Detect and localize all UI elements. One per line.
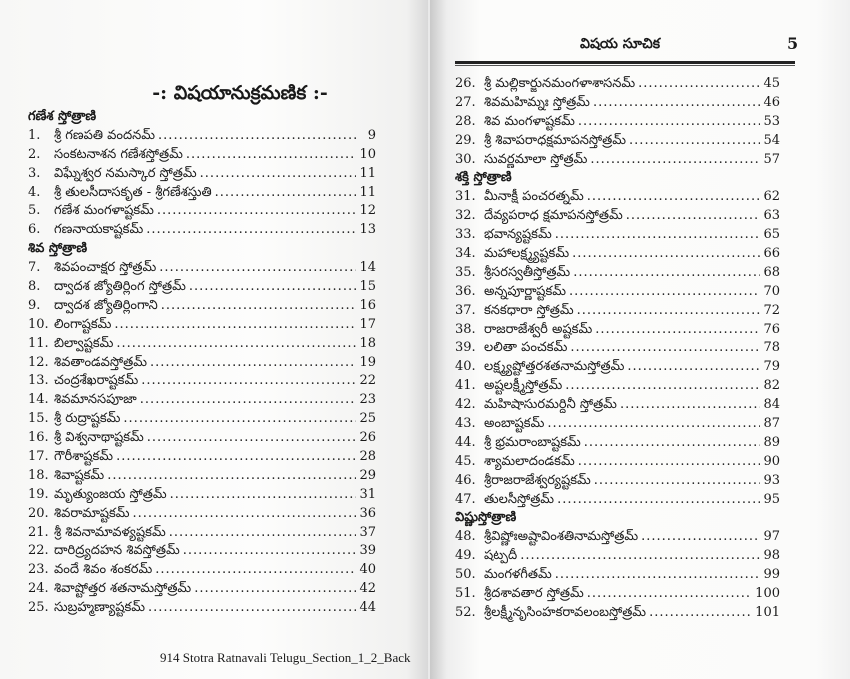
toc-entry <box>455 377 780 396</box>
entry-page: 10 <box>359 146 376 162</box>
entry-title: సుబ్రహ్మణ్యాష్టకమ్ <box>54 600 146 616</box>
entry-number: 19. <box>28 486 49 502</box>
toc-entry <box>28 221 376 240</box>
entry-number: 3. <box>28 165 41 181</box>
entry-number: 46. <box>455 472 476 488</box>
entry-page: 54 <box>763 132 780 148</box>
toc-entry <box>28 599 376 618</box>
entry-page: 11 <box>359 184 376 200</box>
entry-title: శివపంచాక్షర స్తోత్రమ్ <box>54 260 157 276</box>
entry-number: 2. <box>28 146 41 162</box>
entry-title: చంద్రశేఖరాష్టకమ్ <box>54 373 139 389</box>
dot-leader <box>150 354 356 373</box>
entry-title: గణనాయకాష్టకమ్ <box>54 222 144 238</box>
entry-title: మృత్యుంజయ స్తోత్రమ్ <box>54 486 167 502</box>
toc-entry <box>455 358 780 377</box>
entry-title: శ్రీవిష్ణోఃఅష్టావింశతినామస్తోత్రమ్ <box>484 529 639 545</box>
dot-leader <box>200 165 357 184</box>
entry-page: 14 <box>359 260 376 276</box>
entry-title: శ్రీ గణపతి వందనమ్ <box>54 127 156 143</box>
entry-title: అంబాష్టకమ్ <box>484 416 545 432</box>
entry-number: 9. <box>28 297 41 313</box>
entry-title: శ్రీదశావతార స్తోత్రమ్ <box>484 586 584 602</box>
contents-list-left <box>28 108 376 618</box>
entry-number: 47. <box>455 491 476 507</box>
toc-entry <box>28 372 376 391</box>
dot-leader <box>626 207 761 226</box>
entry-number: 27. <box>455 94 476 110</box>
entry-number: 36. <box>455 283 476 299</box>
entry-number: 14. <box>28 392 49 408</box>
entry-page: 90 <box>763 453 780 469</box>
entry-page: 66 <box>763 246 780 262</box>
entry-page: 44 <box>359 600 376 616</box>
entry-title: శివమహిమ్నః స్తోత్రమ్ <box>484 94 590 110</box>
entry-page: 39 <box>359 543 376 559</box>
entry-number: 35. <box>455 264 476 280</box>
entry-title: సువర్ణమాలా స్తోత్రమ్ <box>484 151 588 167</box>
dot-leader <box>627 358 760 377</box>
toc-entry <box>455 113 780 132</box>
header-rule <box>455 61 795 66</box>
entry-title: దారిద్ర్యదహన శివస్తోత్రమ్ <box>54 543 180 559</box>
entry-number: 31. <box>455 189 476 205</box>
entry-page: 46 <box>763 94 780 110</box>
dot-leader <box>161 297 357 316</box>
entry-page: 16 <box>359 297 376 313</box>
entry-page: 26 <box>359 430 376 446</box>
entry-title: విఘ్నేశ్వర నమస్కార స్తోత్రమ్ <box>54 165 197 181</box>
toc-entry <box>28 146 376 165</box>
toc-entry <box>28 297 376 316</box>
dot-leader <box>587 188 761 207</box>
dot-leader <box>140 391 357 410</box>
toc-entry <box>28 524 376 543</box>
toc-entry <box>455 453 780 472</box>
dot-leader <box>159 259 356 278</box>
entry-title: శ్రీ మల్లికార్జునమంగళాశాసనమ్ <box>484 76 636 91</box>
entry-page: 62 <box>763 189 780 205</box>
dot-leader <box>572 245 760 264</box>
dot-leader <box>629 132 760 151</box>
entry-title: శివరామాష్టకమ్ <box>54 505 130 521</box>
dot-leader <box>555 566 761 585</box>
entry-title: మహిషాసురమర్దినీ స్తోత్రమ్ <box>484 397 617 413</box>
entry-page: 53 <box>763 113 780 129</box>
entry-page: 15 <box>359 279 376 295</box>
entry-title: సంకటనాశన గణేశస్తోత్రమ్ <box>54 146 183 162</box>
entry-number: 28. <box>455 113 476 129</box>
dot-leader <box>189 278 357 297</box>
dot-leader <box>584 434 761 453</box>
dot-leader <box>194 580 356 599</box>
entry-number: 45. <box>455 453 476 469</box>
entry-number: 34. <box>455 246 476 262</box>
entry-page: 100 <box>755 586 780 602</box>
entry-page: 23 <box>359 392 376 408</box>
entry-title: భవాన్యష్టకమ్ <box>484 227 552 243</box>
contents-title: -: విషయానుక్రమణిక :- <box>152 82 328 104</box>
toc-entry <box>28 429 376 448</box>
entry-page: 89 <box>763 434 780 450</box>
entry-page: 18 <box>359 335 376 351</box>
entry-number: 39. <box>455 340 476 356</box>
toc-entry <box>455 566 780 585</box>
entry-title: శ్రీ భ్రమరాంబాష్టకమ్ <box>484 434 581 450</box>
dot-leader <box>577 302 761 321</box>
dot-leader <box>620 396 761 415</box>
entry-page: 101 <box>755 604 780 620</box>
entry-page: 82 <box>763 378 780 394</box>
entry-number: 8. <box>28 279 41 295</box>
entry-title: వందే శివం శంకరమ్ <box>54 562 153 578</box>
entry-page: 31 <box>359 486 376 502</box>
entry-number: 43. <box>455 416 476 432</box>
entry-title: లలితా పంచకమ్ <box>484 340 568 356</box>
section-heading: శివ స్తోత్రాణి <box>28 241 88 257</box>
toc-entry <box>455 226 780 245</box>
entry-title: ద్వాదశ జ్యోతిర్లింగాని <box>54 297 158 313</box>
toc-entry <box>28 127 376 146</box>
section-heading: విష్ణుస్తోత్రాణి <box>455 510 517 526</box>
entry-page: 99 <box>763 567 780 583</box>
entry-number: 40. <box>455 359 476 375</box>
toc-entry <box>455 585 780 604</box>
print-footer: 914 Stotra Ratnavali Telugu_Section_1_2_Back <box>160 650 411 665</box>
entry-number: 49. <box>455 548 476 564</box>
dot-leader <box>141 372 356 391</box>
toc-entry <box>28 391 376 410</box>
entry-title: తులసీస్తోత్రమ్ <box>484 491 555 507</box>
entry-title: శివాష్టోత్తర శతనామస్తోత్రమ్ <box>54 581 192 597</box>
section-heading: శక్తి స్తోత్రాణి <box>455 170 512 186</box>
entry-number: 17. <box>28 449 49 465</box>
dot-leader <box>593 94 761 113</box>
entry-page: 70 <box>763 283 780 299</box>
entry-number: 25. <box>28 600 49 616</box>
toc-entry <box>455 472 780 491</box>
entry-number: 23. <box>28 562 49 578</box>
entry-number: 41. <box>455 378 476 394</box>
toc-entry <box>455 283 780 302</box>
entry-title: శివాష్టకమ్ <box>54 467 105 483</box>
entry-page: 87 <box>763 416 780 432</box>
entry-number: 26. <box>455 76 476 91</box>
entry-page: 78 <box>763 340 780 356</box>
entry-number: 33. <box>455 227 476 243</box>
entry-title: అష్టలక్ష్మీస్తోత్రమ్ <box>484 378 563 394</box>
entry-title: శ్రీ శివాపరాధక్షమాపనస్తోత్రమ్ <box>484 132 627 148</box>
dot-leader <box>148 599 356 618</box>
entry-page: 25 <box>359 411 376 427</box>
dot-leader <box>186 146 357 165</box>
entry-number: 29. <box>455 132 476 148</box>
toc-entry <box>455 339 780 358</box>
entry-title: రాజరాజేశ్వరీ అష్టకమ్ <box>484 321 593 337</box>
entry-number: 10. <box>28 316 49 332</box>
entry-title: ద్వాదశ జ్యోతిర్లింగ స్తోత్రమ్ <box>54 279 186 295</box>
dot-leader <box>147 429 357 448</box>
entry-title: శివ మంగళాష్టకమ్ <box>484 113 575 129</box>
dot-leader <box>570 339 760 358</box>
toc-entry <box>28 410 376 429</box>
toc-entry <box>28 448 376 467</box>
entry-number: 13. <box>28 373 49 389</box>
toc-entry <box>28 316 376 335</box>
entry-number: 20. <box>28 505 49 521</box>
entry-page: 97 <box>763 529 780 545</box>
dot-leader <box>595 321 760 340</box>
toc-entry <box>455 132 780 151</box>
toc-entry <box>455 94 780 113</box>
toc-entry <box>28 278 376 297</box>
contents-list-right <box>455 75 780 623</box>
entry-number: 6. <box>28 222 41 238</box>
toc-entry <box>28 165 376 184</box>
entry-title: శ్యామలాదండకమ్ <box>484 453 575 469</box>
entry-page: 17 <box>359 316 376 332</box>
entry-page: 22 <box>359 373 376 389</box>
entry-title: బిల్వాష్టకమ్ <box>54 335 114 351</box>
entry-title: శ్రీ శివనామావళ్యష్టకమ్ <box>54 524 166 540</box>
entry-title: కనకధారా స్తోత్రమ్ <box>484 302 574 318</box>
toc-entry <box>455 396 780 415</box>
entry-title: శివమానసపూజా <box>54 392 137 408</box>
dot-leader <box>569 283 760 302</box>
entry-page: 93 <box>763 472 780 488</box>
entry-page: 12 <box>359 203 376 219</box>
entry-page: 98 <box>763 548 780 564</box>
dot-leader <box>578 453 761 472</box>
entry-page: 9 <box>367 127 376 143</box>
dot-leader <box>116 335 356 354</box>
toc-entry <box>455 188 780 207</box>
entry-page: 28 <box>359 449 376 465</box>
entry-title: శ్రీసరస్వతీస్తోత్రమ్ <box>484 264 571 280</box>
toc-entry <box>455 547 780 566</box>
dot-leader <box>170 486 357 505</box>
entry-title: అన్నపూర్ణాష్టకమ్ <box>484 283 566 299</box>
entry-page: 68 <box>763 264 780 280</box>
entry-number: 5. <box>28 203 41 219</box>
toc-entry <box>28 184 376 203</box>
dot-leader <box>573 264 760 283</box>
section-heading: గణేశ స్తోత్రాణి <box>28 109 97 124</box>
entry-number: 30. <box>455 151 476 167</box>
toc-entry <box>455 528 780 547</box>
entry-page: 40 <box>359 562 376 578</box>
entry-page: 63 <box>763 208 780 224</box>
dot-leader <box>578 113 761 132</box>
toc-entry <box>455 491 780 510</box>
dot-leader <box>587 585 752 604</box>
entry-title: షట్పదీ <box>484 548 518 564</box>
entry-number: 42. <box>455 397 476 413</box>
dot-leader <box>116 448 356 467</box>
entry-title: శ్రీ విశ్వనాథాష్టకమ్ <box>54 430 144 446</box>
toc-entry <box>455 207 780 226</box>
entry-title: లక్ష్మ్యష్టోత్తరశతనామస్తోత్రమ్ <box>484 359 625 375</box>
entry-number: 4. <box>28 184 41 200</box>
entry-number: 50. <box>455 567 476 583</box>
dot-leader <box>638 75 760 94</box>
entry-title: శివతాండవస్తోత్రమ్ <box>54 354 148 370</box>
dot-leader <box>520 547 760 566</box>
entry-number: 1. <box>28 127 41 143</box>
entry-page: 36 <box>359 505 376 521</box>
dot-leader <box>641 528 760 547</box>
toc-entry <box>28 561 376 580</box>
entry-number: 44. <box>455 434 476 450</box>
entry-number: 48. <box>455 529 476 545</box>
entry-title: మంగళగీతమ్ <box>484 567 552 583</box>
dot-leader <box>107 467 356 486</box>
toc-entry <box>455 245 780 264</box>
entry-page: 37 <box>359 524 376 540</box>
running-header: విషయ సూచిక <box>579 36 661 52</box>
toc-entry <box>455 321 780 340</box>
entry-title: లింగాష్టకమ్ <box>54 316 112 332</box>
entry-number: 15. <box>28 411 49 427</box>
entry-page: 76 <box>763 321 780 337</box>
toc-entry <box>455 264 780 283</box>
entry-number: 32. <box>455 208 476 224</box>
entry-number: 24. <box>28 581 49 597</box>
entry-page: 72 <box>763 302 780 318</box>
toc-entry <box>28 467 376 486</box>
dot-leader <box>565 377 760 396</box>
toc-entry <box>28 486 376 505</box>
entry-title: మహాలక్ష్మ్యష్టకమ్ <box>484 246 570 262</box>
toc-entry <box>28 354 376 373</box>
entry-page: 45 <box>763 76 780 91</box>
dot-leader <box>649 604 752 623</box>
dot-leader <box>133 505 357 524</box>
dot-leader <box>157 202 357 221</box>
entry-title: మీనాక్షీ పంచరత్నమ్ <box>484 189 584 205</box>
entry-title: శ్రీ తులసీదాసకృత - శ్రీగణేశస్తుతి <box>54 184 212 200</box>
toc-entry <box>28 259 376 278</box>
dot-leader <box>155 561 356 580</box>
toc-entry <box>28 542 376 561</box>
entry-page: 84 <box>763 397 780 413</box>
toc-entry <box>28 505 376 524</box>
dot-leader <box>114 316 356 335</box>
entry-page: 13 <box>359 222 376 238</box>
entry-number: 11. <box>28 335 49 351</box>
dot-leader <box>555 226 761 245</box>
dot-leader <box>594 472 761 491</box>
entry-number: 51. <box>455 586 476 602</box>
toc-entry <box>455 75 780 94</box>
dot-leader <box>215 184 357 203</box>
entry-page: 79 <box>763 359 780 375</box>
dot-leader <box>158 127 357 146</box>
entry-title: శ్రీలక్ష్మీనృసింహకరావలంబస్తోత్రమ్ <box>484 604 647 620</box>
dot-leader <box>590 151 760 170</box>
dot-leader <box>183 542 357 561</box>
entry-title: గౌరీశాష్టకమ్ <box>54 449 114 465</box>
entry-page: 95 <box>763 491 780 507</box>
entry-number: 21. <box>28 524 49 540</box>
entry-title: శ్రీరాజరాజేశ్వర్యష్టకమ్ <box>484 472 591 488</box>
dot-leader <box>547 415 760 434</box>
toc-entry <box>455 415 780 434</box>
dot-leader <box>123 410 356 429</box>
toc-entry <box>455 151 780 170</box>
entry-page: 57 <box>763 151 780 167</box>
entry-number: 7. <box>28 260 41 276</box>
entry-number: 38. <box>455 321 476 337</box>
entry-page: 42 <box>359 581 376 597</box>
entry-title: శ్రీ రుద్రాష్టకమ్ <box>54 411 121 427</box>
entry-number: 16. <box>28 430 49 446</box>
entry-page: 11 <box>359 165 376 181</box>
entry-number: 22. <box>28 543 49 559</box>
entry-page: 19 <box>359 354 376 370</box>
page-number: 5 <box>787 34 799 53</box>
entry-number: 37. <box>455 302 476 318</box>
dot-leader <box>557 491 760 510</box>
toc-entry <box>28 202 376 221</box>
entry-number: 52. <box>455 604 476 620</box>
entry-title: దేవ్యపరాధ క్షమాపనస్తోత్రమ్ <box>484 208 623 224</box>
toc-entry <box>28 335 376 354</box>
toc-entry <box>455 604 780 623</box>
toc-entry <box>455 434 780 453</box>
entry-number: 12. <box>28 354 49 370</box>
right-page <box>430 0 850 679</box>
entry-page: 65 <box>763 227 780 243</box>
dot-leader <box>146 221 356 240</box>
entry-page: 29 <box>359 467 376 483</box>
entry-title: గణేశ మంగళాష్టకమ్ <box>54 203 154 219</box>
toc-entry <box>455 302 780 321</box>
toc-entry <box>28 580 376 599</box>
entry-number: 18. <box>28 467 49 483</box>
dot-leader <box>169 524 357 543</box>
